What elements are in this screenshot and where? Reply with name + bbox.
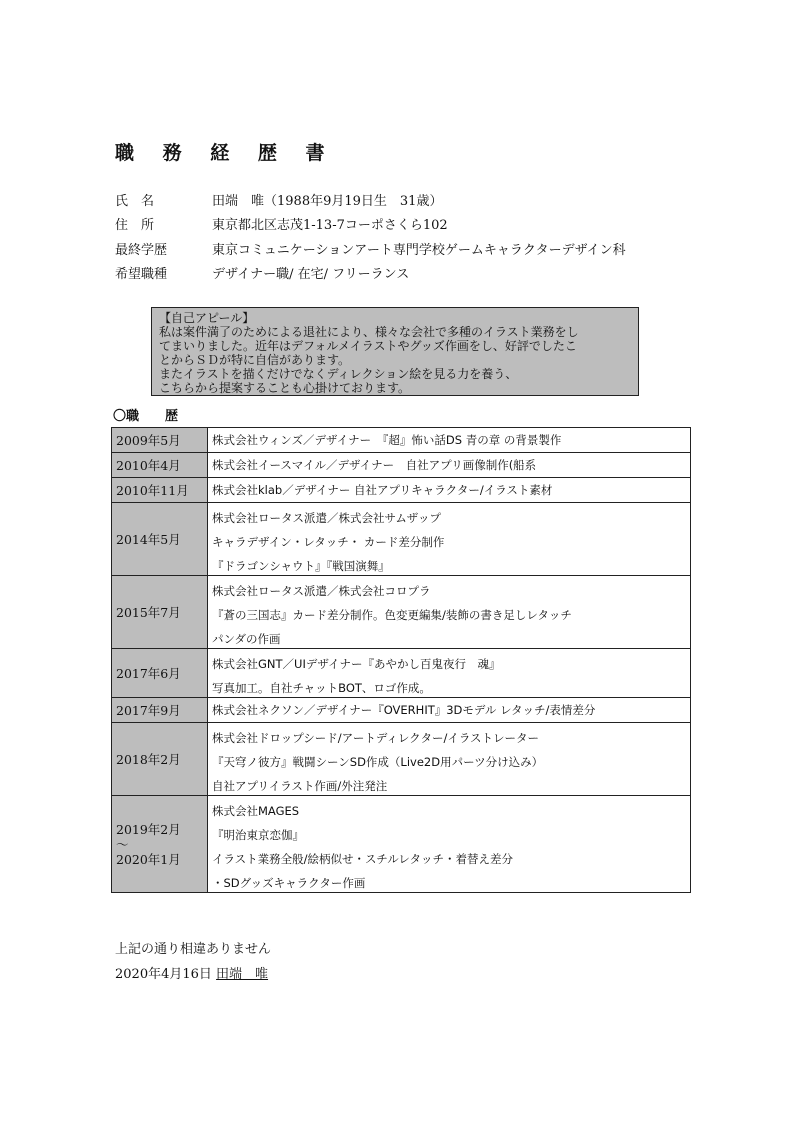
history-description	[208, 576, 691, 649]
profile-value: 東京都北区志茂1-13-7コーポさくら102	[212, 218, 448, 234]
table-row	[112, 649, 691, 698]
table-row	[112, 453, 691, 478]
appeal-line: こちらから提案することも心掛けております。	[159, 381, 411, 395]
closing-signature-line	[115, 963, 271, 988]
history-line: 株式会社GNT／UIデザイナー『あやかし百鬼夜行 魂』	[212, 657, 501, 671]
history-date: 2017年9月	[112, 698, 208, 723]
table-row	[112, 576, 691, 649]
closing-date: 2020年4月16日	[115, 966, 212, 982]
history-description	[208, 796, 691, 893]
history-date-end: 2020年1月	[116, 851, 181, 867]
table-row	[112, 723, 691, 796]
history-date: 2014年5月	[112, 503, 208, 576]
history-line: 『明治東京恋伽』	[212, 828, 304, 842]
profile-section	[115, 187, 626, 285]
history-line: パンダの作画	[212, 632, 281, 646]
appeal-line: 私は案件満了のためによる退社により、様々な会社で多種のイラスト業務をし	[159, 325, 579, 339]
history-date: 2015年7月	[112, 576, 208, 649]
history-line: イラスト業務全般/絵柄似せ・スチルレタッチ・着替え差分	[212, 852, 513, 866]
profile-row-education	[115, 236, 626, 261]
history-description	[208, 723, 691, 796]
closing-section	[115, 938, 271, 987]
history-line: 『天穹ノ彼方』戦闘シーンSD作成（Live2D用パーツ分け込み）	[212, 755, 544, 769]
profile-row-address	[115, 212, 626, 237]
appeal-line: またイラストを描くだけでなくディレクション絵を見る力を養う、	[159, 367, 518, 381]
history-date-start: 2019年2月	[116, 821, 181, 837]
profile-value: 田端 唯（1988年9月19日生 31歳）	[212, 193, 443, 209]
history-line: 株式会社ロータス派遣／株式会社サムザップ	[212, 511, 441, 525]
history-date-range	[112, 796, 208, 893]
profile-row-desired-job	[115, 261, 626, 286]
table-row	[112, 503, 691, 576]
table-row	[112, 478, 691, 503]
work-history-table	[111, 427, 691, 893]
history-line: 自社アプリイラスト作画/外注発注	[212, 779, 388, 793]
history-line: ・SDグッズキャラクター作画	[212, 876, 366, 890]
history-date: 2017年6月	[112, 649, 208, 698]
history-line: 株式会社ロータス派遣／株式会社コロプラ	[212, 584, 431, 598]
history-line: 株式会社klab／デザイナー 自社アプリキャラクター/イラスト素材	[212, 483, 553, 497]
history-description	[208, 453, 691, 478]
history-description	[208, 428, 691, 453]
work-history-heading: 〇職 歴	[113, 409, 179, 424]
history-line: 『ドラゴンシャウト』『戦国演舞』	[212, 559, 390, 573]
closing-statement: 上記の通り相違ありません	[115, 942, 272, 957]
history-date: 2018年2月	[112, 723, 208, 796]
history-description	[208, 503, 691, 576]
appeal-line: てまいりました。近年はデフォルメイラストやグッズ作画をし、好評でしたこ	[159, 339, 577, 353]
profile-label: 氏 名	[115, 193, 155, 209]
history-line: 株式会社MAGES	[212, 804, 300, 818]
table-row	[112, 428, 691, 453]
history-date: 2010年11月	[112, 478, 208, 503]
history-line: 写真加工。自社チャットBOT、ロゴ作成。	[212, 681, 431, 695]
profile-label: 住 所	[115, 218, 155, 234]
profile-value: 東京コミュニケーションアート専門学校ゲームキャラクターデザイン科	[212, 242, 626, 258]
history-line: キャラデザイン・レタッチ・ カード差分制作	[212, 535, 445, 549]
profile-row-name	[115, 187, 626, 212]
history-date: 2009年5月	[112, 428, 208, 453]
signature-name: 田端 唯	[216, 966, 269, 982]
table-row	[112, 698, 691, 723]
page-title: 職 務 経 歴 書	[115, 142, 336, 164]
profile-label: 希望職種	[115, 267, 168, 283]
profile-label: 最終学歴	[115, 242, 168, 258]
table-row	[112, 796, 691, 893]
appeal-line: とからＳＤが特に自信があります。	[159, 353, 351, 367]
history-description	[208, 698, 691, 723]
history-line: 『蒼の三国志』カード差分制作。色変更編集/装飾の書き足しレタッチ	[212, 608, 572, 622]
history-line: 株式会社ドロップシード/アートディレクター/イラストレーター	[212, 731, 539, 745]
self-appeal-box	[151, 307, 639, 396]
history-line: 株式会社ネクソン／デザイナー『OVERHIT』3Dモデル レタッチ/表情差分	[212, 703, 596, 717]
history-description	[208, 478, 691, 503]
profile-value: デザイナー職/ 在宅/ フリーランス	[212, 267, 410, 283]
history-description	[208, 649, 691, 698]
history-line: 株式会社ウィンズ／デザイナー 『超』怖い話DS 青の章 の背景製作	[212, 433, 562, 447]
history-date-separator: ～	[116, 836, 129, 852]
history-line: 株式会社イースマイル／デザイナー 自社アプリ画像制作(船系	[212, 458, 537, 472]
appeal-line: 【自己アピール】	[159, 311, 255, 325]
history-date: 2010年4月	[112, 453, 208, 478]
